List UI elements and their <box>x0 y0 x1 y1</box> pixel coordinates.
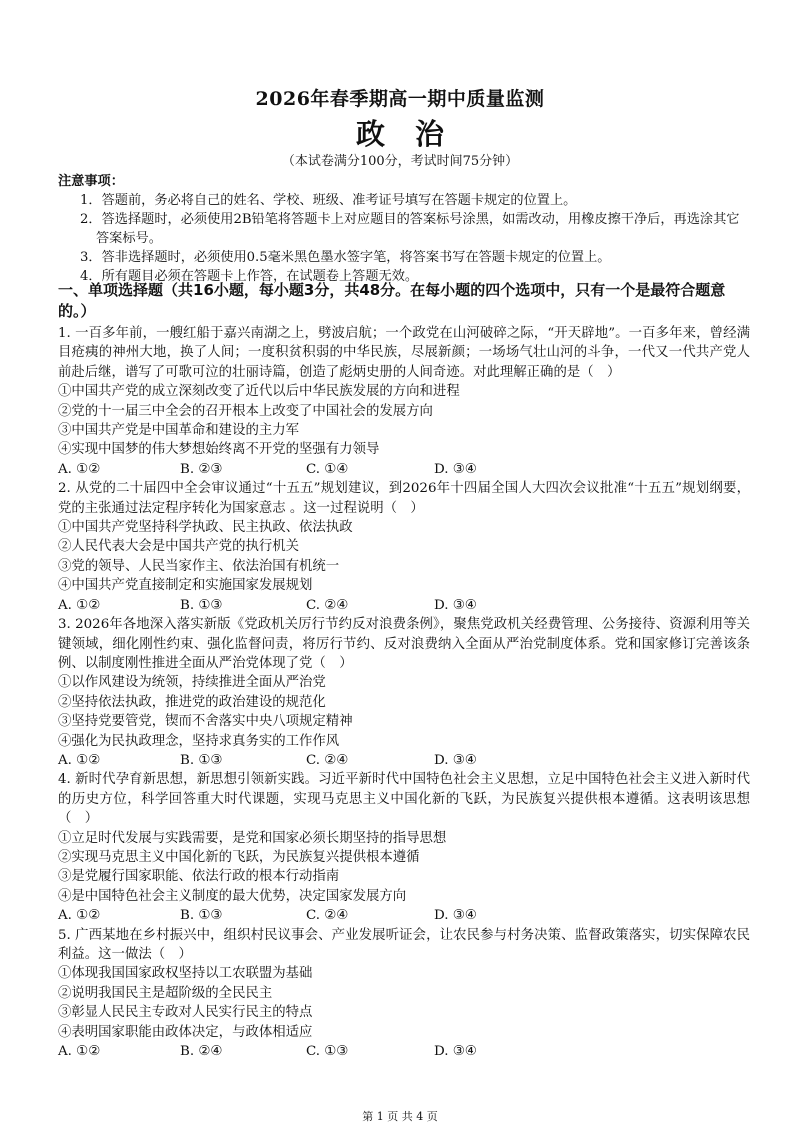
question-5 <box>58 926 750 1062</box>
notice-item: 3．答非选择题时，必须使用0.5毫米黑色墨水签字笔，将答案书写在答题卡规定的位置上。 <box>80 250 611 265</box>
choice-b: B. ②③ <box>180 461 223 477</box>
notice-item: 2．答选择题时，必须使用2B铅笔将答题卡上对应题目的答案标号涂黑，如需改动，用橡皮擦干净后，再选涂其它答案标号。 <box>80 212 740 246</box>
choice-c: C. ②④ <box>306 752 349 768</box>
question-option: ②党的十一届三中全会的召开根本上改变了中国社会的发展方向 <box>58 403 433 419</box>
choice-b: B. ①③ <box>180 752 223 768</box>
answer-choices <box>58 1042 750 1061</box>
choice-a: A. ①② <box>58 908 101 924</box>
question-stem: 4. 新时代孕育新思想，新思想引领新实践。习近平新时代中国特色社会主义思想，立足中国特色社会主义进入新时代的历史方位，科学回答重大时代课题，实现马克思主义中国化新的飞跃，为民族复兴提供根本遵循。这表明该思想（ ） <box>58 772 750 827</box>
question-option: ①以作风建设为统领，持续推进全面从严治党 <box>58 675 326 691</box>
question-2 <box>58 479 750 615</box>
choice-c: C. ①④ <box>306 461 349 477</box>
question-option: ④中国共产党直接制定和实施国家发展规划 <box>58 578 313 594</box>
choice-b: B. ①③ <box>180 908 223 924</box>
notice-title: 注意事项： <box>58 174 124 189</box>
answer-choices <box>58 751 750 770</box>
choice-b: B. ①③ <box>180 597 223 613</box>
question-option: ③中国共产党是中国革命和建设的主力军 <box>58 423 300 439</box>
question-3 <box>58 615 750 770</box>
question-option: ③党的领导、人民当家作主、依法治国有机统一 <box>58 558 340 574</box>
choice-c: C. ①③ <box>306 1044 349 1060</box>
question-option: ②说明我国民主是超阶级的全民民主 <box>58 985 273 1001</box>
choice-a: A. ①② <box>58 461 101 477</box>
exam-info: （本试卷满分100分，考试时间75分钟） <box>281 154 519 169</box>
answer-choices <box>58 906 750 925</box>
choice-a: A. ①② <box>58 1044 101 1060</box>
question-stem: 1. 一百多年前，一艘红船于嘉兴南湖之上，劈波启航；一个政党在山河破碎之际，“开天辟地”。一百多年来，曾经满目疮痍的神州大地，换了人间；一度积贫积弱的中华民族，尽展新颜；一场场气壮山河的斗争，一代又一代共产党人前赴后继，谱写了可歌可泣的壮丽诗篇，创造了彪炳史册的人间奇迹。对此理解正确的是（ ） <box>58 326 750 380</box>
question-4 <box>58 770 750 925</box>
choice-c: C. ②④ <box>306 908 349 924</box>
choice-d: D. ③④ <box>434 597 477 613</box>
answer-choices <box>58 460 750 479</box>
notice-item: 1．答题前，务必将自己的姓名、学校、班级、准考证号填写在答题卡规定的位置上。 <box>80 193 577 208</box>
question-option: ③坚持党要管党，锲而不舍落实中央八项规定精神 <box>58 714 353 730</box>
question-option: ④强化为民执政理念，坚持求真务实的工作作风 <box>58 733 340 749</box>
question-option: ②坚持依法执政，推进党的政治建设的规范化 <box>58 694 326 710</box>
choice-a: A. ①② <box>58 752 101 768</box>
question-option: ①中国共产党坚持科学执政、民主执政、依法执政 <box>58 520 353 536</box>
notice-item: 4．所有题目必须在答题卡上作答，在试题卷上答题无效。 <box>80 269 419 284</box>
exam-title: 2026年春季期高一期中质量监测 <box>255 88 545 110</box>
notice-block <box>58 172 748 286</box>
question-stem: 5. 广西某地在乡村振兴中，组织村民议事会、产业发展听证会，让农民参与村务决策、监督政策落实，切实保障农民利益。这一做法（ ） <box>58 927 750 962</box>
question-option: ①立足时代发展与实践需要，是党和国家必须长期坚持的指导思想 <box>58 830 447 846</box>
choice-d: D. ③④ <box>434 752 477 768</box>
question-option: ②实现马克思主义中国化新的飞跃，为民族复兴提供根本遵循 <box>58 849 420 865</box>
question-option: ③是党履行国家职能、依法行政的根本行动指南 <box>58 869 340 885</box>
subject-title: 政治 <box>355 117 474 151</box>
choice-d: D. ③④ <box>434 461 477 477</box>
choice-d: D. ③④ <box>434 908 477 924</box>
question-1 <box>58 324 750 479</box>
question-stem: 2. 从党的二十届四中全会审议通过“十五五”规划建议，到2026年十四届全国人大四次会议批准“十五五”规划纲要，党的主张通过法定程序转化为国家意志 。这一过程说明（ ） <box>58 481 750 516</box>
answer-choices <box>58 596 750 615</box>
choice-c: C. ②④ <box>306 597 349 613</box>
choice-b: B. ②④ <box>180 1044 223 1060</box>
question-option: ②人民代表大会是中国共产党的执行机关 <box>58 539 300 555</box>
question-option: ③彰显人民民主专政对人民实行民主的特点 <box>58 1005 313 1021</box>
choice-a: A. ①② <box>58 597 101 613</box>
question-option: ④表明国家职能由政体决定，与政体相适应 <box>58 1024 313 1040</box>
question-option: ①中国共产党的成立深刻改变了近代以后中华民族发展的方向和进程 <box>58 384 460 400</box>
choice-d: D. ③④ <box>434 1044 477 1060</box>
question-option: ④是中国特色社会主义制度的最大优势，决定国家发展方向 <box>58 888 407 904</box>
question-option: ④实现中国梦的伟大梦想始终离不开党的坚强有力领导 <box>58 442 380 458</box>
question-stem: 3. 2026年各地深入落实新版《党政机关厉行节约反对浪费条例》，聚焦党政机关经费管理、公务接待、资源利用等关键领域，细化刚性约束、强化监督问责，将厉行节约、反对浪费纳入全面从严治党制度体系。党和国家修订完善该条例、以制度刚性推进全面从严治党体现了党（ ） <box>58 617 750 671</box>
section-heading: 一、单项选择题（共16小题，每小题3分，共48分。在每小题的四个选项中，只有一个是最符合题意的。） <box>58 281 726 320</box>
question-option: ①体现我国国家政权坚持以工农联盟为基础 <box>58 966 313 982</box>
question-list <box>58 324 750 1061</box>
page-number: 第 1 页 共 4 页 <box>362 1110 438 1123</box>
